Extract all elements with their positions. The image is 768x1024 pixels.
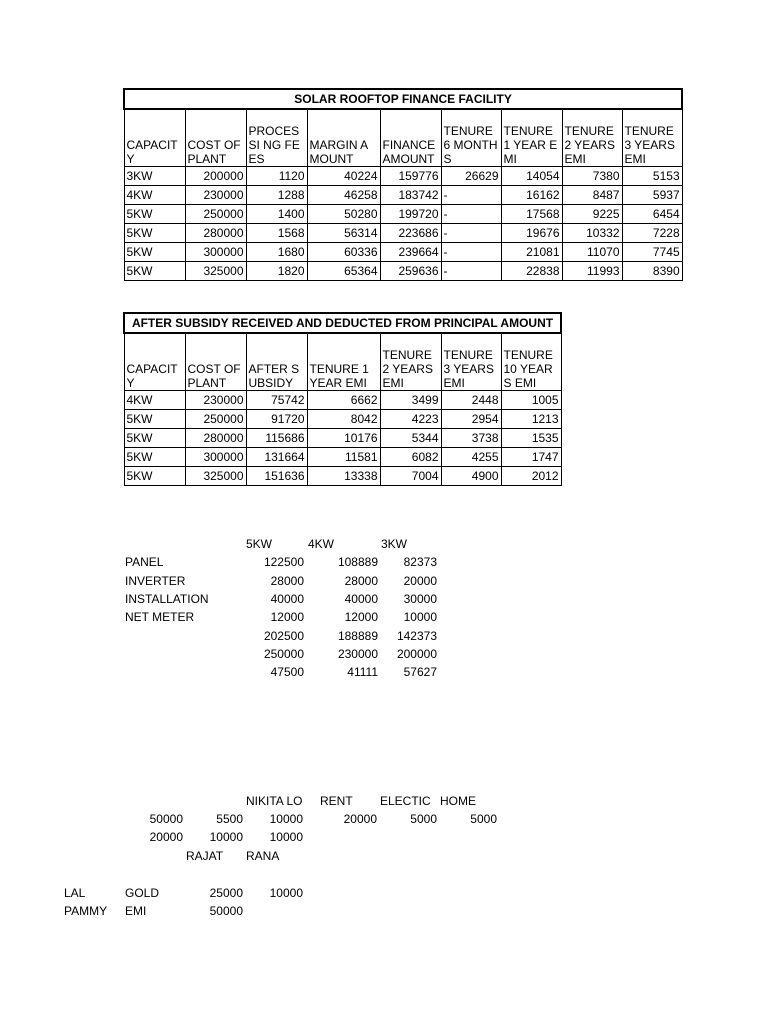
- table-cell: -: [441, 262, 501, 281]
- table-cell: 1400: [246, 205, 307, 224]
- note-value: 5500: [216, 812, 243, 826]
- component-value: 40000: [270, 592, 304, 606]
- table-cell: 11993: [562, 262, 622, 281]
- table-cell: 4KW: [124, 391, 185, 410]
- note-value: 20000: [343, 812, 377, 826]
- column-header: TENURE 2 YEARS EMI: [380, 333, 441, 391]
- table-cell: 1535: [501, 429, 561, 448]
- table-cell: 1288: [246, 186, 307, 205]
- table-cell: 60336: [307, 243, 380, 262]
- component-value: 28000: [270, 574, 304, 588]
- note-text: EMI: [125, 904, 147, 918]
- table-cell: 10176: [307, 429, 380, 448]
- table-cell: 10332: [562, 224, 622, 243]
- component-value: 12000: [270, 610, 304, 624]
- table-cell: -: [441, 243, 501, 262]
- column-header: TENURE 2 YEARS EMI: [562, 109, 622, 167]
- table-row: [124, 467, 561, 486]
- table-cell: 7745: [622, 243, 682, 262]
- column-header: PROCESSI NG FEES: [246, 109, 307, 167]
- component-value: 20000: [403, 574, 437, 588]
- table-row: [124, 243, 682, 262]
- finance-table-header-row: [124, 109, 682, 167]
- table-cell: 1005: [501, 391, 561, 410]
- table-cell: 223686: [380, 224, 441, 243]
- table-cell: 6082: [380, 448, 441, 467]
- component-value: 30000: [403, 592, 437, 606]
- table-cell: 4255: [441, 448, 501, 467]
- column-header: AFTER SUBSIDY: [246, 333, 307, 391]
- column-header: CAPACITY: [124, 109, 185, 167]
- table-cell: 183742: [380, 186, 441, 205]
- note-text: PAMMY: [64, 904, 108, 918]
- column-header: TENURE 3 YEARS EMI: [622, 109, 682, 167]
- note-text: RENT: [320, 794, 353, 808]
- table-cell: 22838: [501, 262, 562, 281]
- table-cell: 250000: [185, 410, 246, 429]
- note-text: GOLD: [125, 886, 160, 900]
- table-cell: 250000: [185, 205, 246, 224]
- note-value: 5000: [410, 812, 437, 826]
- note-value: 10000: [269, 830, 303, 844]
- component-value: 10000: [403, 610, 437, 624]
- subsidy-table-title: AFTER SUBSIDY RECEIVED AND DEDUCTED FROM PRINCIPAL AMOUNT: [124, 313, 561, 333]
- table-row: [124, 205, 682, 224]
- table-cell: 8042: [307, 410, 380, 429]
- table-row: [124, 186, 682, 205]
- component-label: NET METER: [125, 610, 195, 624]
- table-cell: 14054: [501, 167, 562, 186]
- table-cell: 21081: [501, 243, 562, 262]
- component-label: PANEL: [125, 555, 164, 569]
- table-cell: 7380: [562, 167, 622, 186]
- total-value: 41111: [347, 665, 378, 679]
- table-cell: 9225: [562, 205, 622, 224]
- table-cell: 2448: [441, 391, 501, 410]
- note-value: 20000: [149, 830, 183, 844]
- component-value: 82373: [403, 555, 437, 569]
- table-cell: 230000: [185, 186, 246, 205]
- table-cell: 280000: [185, 429, 246, 448]
- table-cell: 115686: [246, 429, 307, 448]
- component-label: INVERTER: [125, 574, 186, 588]
- table-cell: 17568: [501, 205, 562, 224]
- total-value: 57627: [403, 665, 437, 679]
- table-cell: 4900: [441, 467, 501, 486]
- table-cell: 159776: [380, 167, 441, 186]
- table-cell: 4KW: [124, 186, 185, 205]
- table-cell: 5344: [380, 429, 441, 448]
- note-value: 10000: [269, 886, 303, 900]
- note-value: 50000: [149, 812, 183, 826]
- column-header: TENURE 6 MONTHS: [441, 109, 501, 167]
- total-value: 202500: [263, 629, 304, 643]
- total-value: 230000: [337, 647, 378, 661]
- table-cell: 5KW: [124, 467, 185, 486]
- note-value: 25000: [209, 886, 243, 900]
- table-cell: 7004: [380, 467, 441, 486]
- table-cell: 1568: [246, 224, 307, 243]
- table-cell: 230000: [185, 391, 246, 410]
- table-cell: 8487: [562, 186, 622, 205]
- table-cell: 5153: [622, 167, 682, 186]
- table-cell: 11581: [307, 448, 380, 467]
- table-cell: 325000: [185, 262, 246, 281]
- note-value: 5000: [470, 812, 497, 826]
- table-cell: 3738: [441, 429, 501, 448]
- note-text: ELECTIC: [380, 794, 431, 808]
- table-cell: 325000: [185, 467, 246, 486]
- table-cell: 1747: [501, 448, 561, 467]
- finance-table: [123, 88, 683, 281]
- total-value: 250000: [263, 647, 304, 661]
- component-value: 108889: [337, 555, 378, 569]
- note-value: 10000: [209, 830, 243, 844]
- table-cell: 5937: [622, 186, 682, 205]
- table-cell: -: [441, 224, 501, 243]
- table-cell: 2012: [501, 467, 561, 486]
- note-value: 10000: [269, 812, 303, 826]
- total-value: 47500: [270, 665, 304, 679]
- table-cell: 1680: [246, 243, 307, 262]
- table-cell: 5KW: [124, 262, 185, 281]
- total-value: 200000: [396, 647, 437, 661]
- table-cell: 19676: [501, 224, 562, 243]
- column-header: TENURE 3 YEARS EMI: [441, 333, 501, 391]
- table-cell: 300000: [185, 243, 246, 262]
- table-cell: 4223: [380, 410, 441, 429]
- table-cell: 26629: [441, 167, 501, 186]
- table-cell: 199720: [380, 205, 441, 224]
- table-cell: 56314: [307, 224, 380, 243]
- table-cell: 131664: [246, 448, 307, 467]
- table-row: [124, 262, 682, 281]
- table-cell: 300000: [185, 448, 246, 467]
- table-cell: 5KW: [124, 243, 185, 262]
- table-cell: 6662: [307, 391, 380, 410]
- note-text: LAL: [64, 886, 86, 900]
- table-cell: 5KW: [124, 410, 185, 429]
- component-value: 12000: [344, 610, 378, 624]
- table-cell: 1213: [501, 410, 561, 429]
- column-header: TENURE 1 YEAR EMI: [307, 333, 380, 391]
- table-cell: 5KW: [124, 429, 185, 448]
- finance-table-title: SOLAR ROOFTOP FINANCE FACILITY: [124, 89, 682, 109]
- table-cell: -: [441, 186, 501, 205]
- table-cell: 75742: [246, 391, 307, 410]
- component-value: 28000: [344, 574, 378, 588]
- table-cell: 16162: [501, 186, 562, 205]
- table-cell: 5KW: [124, 205, 185, 224]
- column-header: MARGIN AMOUNT: [307, 109, 380, 167]
- capacity-header: 5KW: [246, 537, 273, 551]
- table-cell: 13338: [307, 467, 380, 486]
- table-cell: 259636: [380, 262, 441, 281]
- table-cell: 3KW: [124, 167, 185, 186]
- note-text: HOME: [440, 794, 476, 808]
- column-header: COST OF PLANT: [185, 333, 246, 391]
- table-row: [124, 391, 561, 410]
- table-cell: 8390: [622, 262, 682, 281]
- table-cell: 40224: [307, 167, 380, 186]
- table-cell: 2954: [441, 410, 501, 429]
- table-cell: 239664: [380, 243, 441, 262]
- note-text: RANA: [246, 849, 280, 863]
- table-cell: 6454: [622, 205, 682, 224]
- note-text: NIKITA LO: [246, 794, 303, 808]
- table-cell: 7228: [622, 224, 682, 243]
- table-cell: 50280: [307, 205, 380, 224]
- table-cell: 3499: [380, 391, 441, 410]
- table-cell: 5KW: [124, 448, 185, 467]
- table-cell: 1120: [246, 167, 307, 186]
- component-value: 40000: [344, 592, 378, 606]
- table-cell: 5KW: [124, 224, 185, 243]
- table-cell: 65364: [307, 262, 380, 281]
- note-text: RAJAT: [186, 849, 224, 863]
- table-cell: -: [441, 205, 501, 224]
- total-value: 142373: [396, 629, 437, 643]
- table-row: [124, 224, 682, 243]
- table-cell: 280000: [185, 224, 246, 243]
- column-header: CAPACITY: [124, 333, 185, 391]
- total-value: 188889: [337, 629, 378, 643]
- column-header: COST OF PLANT: [185, 109, 246, 167]
- column-header: FINANCE AMOUNT: [380, 109, 441, 167]
- table-cell: 200000: [185, 167, 246, 186]
- table-cell: 11070: [562, 243, 622, 262]
- note-value: 50000: [209, 904, 243, 918]
- column-header: TENURE 1 YEAR EMI: [501, 109, 562, 167]
- capacity-header: 3KW: [381, 537, 408, 551]
- table-cell: 46258: [307, 186, 380, 205]
- subsidy-table-header-row: [124, 333, 561, 391]
- table-cell: 1820: [246, 262, 307, 281]
- table-row: [124, 429, 561, 448]
- capacity-header: 4KW: [308, 537, 335, 551]
- table-cell: 151636: [246, 467, 307, 486]
- subsidy-table: [123, 312, 562, 486]
- table-row: [124, 167, 682, 186]
- column-header: TENURE 10 YEARS EMI: [501, 333, 561, 391]
- component-value: 122500: [263, 555, 304, 569]
- table-row: [124, 410, 561, 429]
- component-label: INSTALLATION: [125, 592, 209, 606]
- table-row: [124, 448, 561, 467]
- table-cell: 91720: [246, 410, 307, 429]
